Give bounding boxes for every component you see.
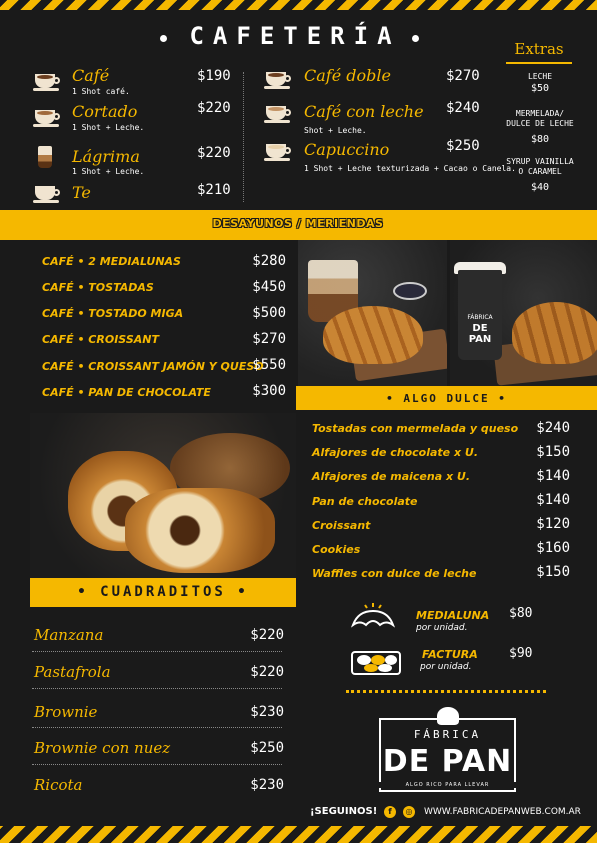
combo-name: CAFÉ • TOSTADAS bbox=[42, 281, 154, 294]
extra-price: $80 bbox=[530, 134, 550, 145]
menu-item-name: Lágrima bbox=[72, 147, 140, 166]
unit-item-price: $80 bbox=[509, 606, 533, 621]
unit-item-name: FACTURA bbox=[422, 648, 478, 661]
facebook-icon[interactable]: f bbox=[384, 806, 396, 818]
cuadradito-name: Brownie bbox=[34, 703, 98, 721]
unit-item-name: MEDIALUNA bbox=[416, 609, 490, 622]
bottom-stripe bbox=[0, 826, 597, 843]
cuadradito-name: Ricota bbox=[34, 776, 83, 794]
menu-item-desc: 1 Shot café. bbox=[72, 87, 130, 96]
combo-price: $550 bbox=[252, 357, 286, 373]
logo-main-text: DE PAN bbox=[382, 744, 513, 779]
unit-item-sub: por unidad. bbox=[420, 662, 472, 672]
extras-underline bbox=[506, 62, 572, 64]
item-separator bbox=[32, 764, 282, 765]
menu-item-name: Cortado bbox=[72, 102, 138, 121]
cuadradito-name: Brownie con nuez bbox=[34, 739, 171, 757]
menu-item-name: Capuccino bbox=[304, 140, 390, 159]
extra-price: $50 bbox=[530, 83, 550, 94]
combo-name: CAFÉ • CROISSANT JAMÓN Y QUESO bbox=[42, 360, 264, 373]
follow-label: ¡SEGUINOS! bbox=[310, 806, 378, 817]
dotted-divider bbox=[346, 690, 546, 693]
lagrima-glass-icon bbox=[38, 146, 52, 168]
extra-name: LECHE bbox=[527, 72, 553, 81]
dulce-price: $240 bbox=[536, 420, 570, 436]
menu-item-price: $250 bbox=[446, 138, 480, 154]
menu-item-name: Café doble bbox=[304, 66, 391, 85]
dulce-price: $160 bbox=[536, 540, 570, 556]
combo-name: CAFÉ • 2 MEDIALUNAS bbox=[42, 255, 181, 268]
menu-item-price: $220 bbox=[197, 145, 231, 161]
dulce-name: Croissant bbox=[312, 519, 371, 532]
croissant bbox=[512, 302, 597, 364]
cup-croissant-photo bbox=[450, 240, 597, 386]
extra-name: SYRUP VAINILLA O CARAMEL bbox=[506, 157, 574, 176]
logo-top-text: FÁBRICA bbox=[413, 728, 482, 741]
menu-item-name: Café bbox=[72, 66, 110, 85]
unit-item-sub: por unidad. bbox=[416, 623, 468, 633]
cuadraditos-title: • CUADRADITOS • bbox=[77, 584, 249, 600]
algo-dulce-title: • ALGO DULCE • bbox=[386, 392, 507, 405]
instagram-icon[interactable]: ◎ bbox=[403, 806, 415, 818]
pastry-photo bbox=[30, 413, 296, 580]
menu-item-desc: 1 Shot + Leche. bbox=[72, 123, 145, 132]
cup-logo-big: DE PAN bbox=[468, 323, 492, 345]
dulce-name: Pan de chocolate bbox=[312, 495, 418, 508]
extras-title: Extras bbox=[514, 40, 564, 58]
cuadradito-price: $250 bbox=[250, 740, 284, 756]
menu-item-price: $270 bbox=[446, 68, 480, 84]
dulce-price: $150 bbox=[536, 444, 570, 460]
column-divider bbox=[243, 72, 244, 202]
cuadradito-name: Manzana bbox=[34, 626, 104, 644]
combo-price: $270 bbox=[252, 331, 286, 347]
dulce-price: $120 bbox=[536, 516, 570, 532]
chocolate-pastry-cut bbox=[125, 488, 275, 573]
dulce-price: $140 bbox=[536, 468, 570, 484]
combo-price: $450 bbox=[252, 279, 286, 295]
combo-price: $500 bbox=[252, 305, 286, 321]
cuadradito-price: $220 bbox=[250, 664, 284, 680]
coffee-croissant-photo bbox=[298, 240, 447, 386]
cortado-cup-icon bbox=[33, 108, 61, 126]
latte-cup-icon bbox=[264, 104, 292, 122]
logo-tagline: ALGO RICO PARA LLEVAR bbox=[379, 782, 516, 788]
menu-item-desc: 1 Shot + Leche texturizada + Cacao o Canela. bbox=[304, 164, 516, 173]
combo-name: CAFÉ • CROISSANT bbox=[42, 333, 159, 346]
cuadradito-price: $230 bbox=[250, 704, 284, 720]
double-coffee-cup-icon bbox=[264, 70, 292, 88]
dulce-price: $140 bbox=[536, 492, 570, 508]
cuadradito-name: Pastafrola bbox=[34, 663, 111, 681]
item-separator bbox=[32, 688, 282, 689]
menu-item-name: Te bbox=[72, 183, 91, 202]
croissant-icon bbox=[350, 603, 396, 633]
cuadradito-price: $230 bbox=[250, 777, 284, 793]
dulce-price: $150 bbox=[536, 564, 570, 580]
combo-price: $300 bbox=[252, 383, 286, 399]
combo-price: $280 bbox=[252, 253, 286, 269]
dulce-name: Tostadas con mermelada y queso bbox=[312, 422, 519, 435]
extra-price: $40 bbox=[530, 182, 550, 193]
dulce-name: Alfajores de chocolate x U. bbox=[312, 446, 479, 459]
menu-item-price: $220 bbox=[197, 100, 231, 116]
website-link[interactable]: WWW.FABRICADEPANWEB.COM.AR bbox=[424, 807, 581, 817]
dulce-name: Alfajores de maicena x U. bbox=[312, 470, 471, 483]
menu-item-desc: Shot + Leche. bbox=[304, 126, 367, 135]
jam-bowl bbox=[393, 282, 427, 300]
extra-name: MERMELADA/ DULCE DE LECHE bbox=[506, 109, 574, 128]
combo-name: CAFÉ • TOSTADO MIGA bbox=[42, 307, 184, 320]
title-dot-right bbox=[412, 35, 419, 42]
item-separator bbox=[32, 651, 282, 652]
dulce-name: Waffles con dulce de leche bbox=[312, 567, 477, 580]
menu-item-price: $210 bbox=[197, 182, 231, 198]
menu-item-name: Café con leche bbox=[304, 102, 424, 121]
dulce-name: Cookies bbox=[312, 543, 361, 556]
menu-item-price: $190 bbox=[197, 68, 231, 84]
menu-item-price: $240 bbox=[446, 100, 480, 116]
croissant bbox=[323, 306, 423, 364]
cafeteria-title: CAFETERÍA bbox=[189, 22, 401, 50]
combo-name: CAFÉ • PAN DE CHOCOLATE bbox=[42, 386, 211, 399]
tea-cup-icon bbox=[33, 184, 61, 202]
bread-icon bbox=[437, 707, 459, 725]
desayunos-title: DESAYUNOS / MERIENDAS bbox=[212, 217, 384, 230]
coffee-cup-icon bbox=[33, 72, 61, 90]
top-stripe bbox=[0, 0, 597, 10]
menu-item-desc: 1 Shot + Leche. bbox=[72, 167, 145, 176]
pastry-tray-icon bbox=[349, 646, 403, 678]
cup-logo-small: FÁBRICA bbox=[467, 314, 493, 321]
cuadradito-price: $220 bbox=[250, 627, 284, 643]
cappuccino-cup-icon bbox=[264, 142, 292, 160]
unit-item-price: $90 bbox=[509, 646, 533, 661]
item-separator bbox=[32, 727, 282, 728]
